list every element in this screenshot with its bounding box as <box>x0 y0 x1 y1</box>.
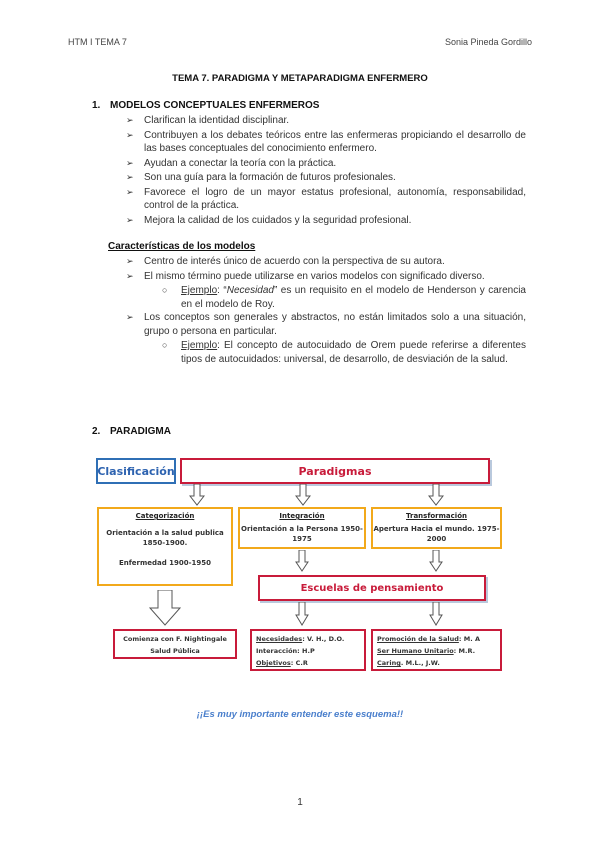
down-arrow-icon <box>295 550 309 572</box>
list-item: ➢ Ayudan a conectar la teoría con la práctica. <box>126 157 337 169</box>
integracion-box <box>238 507 366 549</box>
down-arrow-icon <box>189 484 205 506</box>
caring-line: Caring. M.L., J.W. <box>377 659 440 667</box>
nightingale-line-2: Salud Pública <box>150 647 200 655</box>
section-2-title: PARADIGMA <box>110 426 171 437</box>
down-arrow-icon <box>429 602 443 626</box>
down-arrow-icon <box>429 550 443 572</box>
categorizacion-line-1: Orientación a la salud publica 1850-1900. <box>106 529 224 547</box>
list-item: ➢ Centro de interés único de acuerdo con la perspectiva de su autora. <box>126 256 445 267</box>
promocion-line: Promoción de la Salud: M. A <box>377 635 480 643</box>
integracion-schools-box <box>250 629 366 671</box>
list-item: ➢ Los conceptos son generales y abstractos, no están limitados solo a una situación, grupo o persona en particular. <box>126 312 526 337</box>
section-1-number: 1. <box>92 100 101 111</box>
interaccion-line: Interacción: H.P <box>256 647 315 655</box>
arrow-bullet-icon: ➢ <box>126 115 134 125</box>
down-arrow-icon <box>295 484 311 506</box>
necesidades-line: Necesidades: V. H., D.O. <box>256 635 345 643</box>
arrow-bullet-icon: ➢ <box>126 270 134 281</box>
circle-bullet-icon: ○ <box>162 340 168 350</box>
header-right: Sonia Pineda Gordillo <box>444 37 532 47</box>
down-arrow-icon <box>149 590 181 626</box>
clasificacion-box: Clasificación <box>96 458 176 484</box>
integracion-title: Integración <box>279 512 325 520</box>
list-item: ➢ Clarifican la identidad disciplinar. <box>126 115 290 126</box>
ser-humano-line: Ser Humano Unitario: M.R. <box>377 647 476 655</box>
section-1-list <box>126 114 526 228</box>
circle-bullet-icon: ○ <box>162 285 168 295</box>
nightingale-box <box>113 629 237 659</box>
transformacion-title: Transformación <box>406 512 467 520</box>
list-item: ➢ El mismo término puede utilizarse en varios modelos con significado diverso. <box>126 270 485 282</box>
arrow-bullet-icon: ➢ <box>126 256 134 266</box>
page-number: 1 <box>297 797 303 808</box>
transformacion-line-1: Apertura Hacia el mundo. 1975-2000 <box>373 525 500 543</box>
categorizacion-box <box>97 507 233 586</box>
categorizacion-title: Categorización <box>135 512 195 520</box>
arrow-bullet-icon: ➢ <box>126 186 134 197</box>
objetivos-line: Objetivos: C.R <box>256 659 308 667</box>
section-2-number: 2. <box>92 426 101 437</box>
arrow-bullet-icon: ➢ <box>126 157 134 168</box>
list-item: ➢ Favorece el logro de un mayor estatus profesional, autonomía, responsabilidad, control de la práctica. <box>126 186 526 211</box>
nightingale-line-1: Comienza con F. Nightingale <box>123 635 227 643</box>
page-title: TEMA 7. PARADIGMA Y METAPARADIGMA ENFERMERO <box>172 73 428 84</box>
example-item: ○ Ejemplo: El concepto de autocuidado de Orem puede referirse a diferentes tipos de autocuidados: universal, de desarrollo, de desviación de la salud. <box>162 340 526 365</box>
section-1-heading <box>92 100 319 111</box>
categorizacion-line-2: Enfermedad 1900-1950 <box>118 559 212 567</box>
down-arrow-icon <box>428 484 444 506</box>
example-item: ○ Ejemplo: “Necesidad” es un requisito en el modelo de Henderson y carencia en el modelo de Roy. <box>162 285 526 310</box>
list-item: ➢ Contribuyen a los debates teóricos entre las enfermeras propiciando el desarrollo de las bases conceptuales del conocimiento enfermero. <box>126 129 526 154</box>
list-item: ➢ Son una guía para la formación de futuros profesionales. <box>126 172 396 183</box>
arrow-bullet-icon: ➢ <box>126 172 134 182</box>
escuelas-box: Escuelas de pensamiento <box>258 575 486 601</box>
characteristics-heading: Características de los modelos <box>108 241 256 252</box>
section-2-heading <box>92 426 171 437</box>
list-item: ➢ Mejora la calidad de los cuidados y la seguridad profesional. <box>126 214 412 226</box>
paradigmas-box: Paradigmas <box>180 458 490 484</box>
important-note: ¡¡Es muy importante entender este esquema!! <box>196 709 404 720</box>
integracion-line-1: Orientación a la Persona 1950-1975 <box>241 525 363 543</box>
down-arrow-icon <box>295 602 309 626</box>
arrow-bullet-icon: ➢ <box>126 312 134 322</box>
header-left: HTM I TEMA 7 <box>68 37 127 47</box>
transformacion-box <box>371 507 502 549</box>
arrow-bullet-icon: ➢ <box>126 129 134 140</box>
characteristics-list <box>126 255 526 366</box>
arrow-bullet-icon: ➢ <box>126 214 134 225</box>
section-1-title: MODELOS CONCEPTUALES ENFERMEROS <box>110 100 320 111</box>
transformacion-schools-box <box>371 629 502 671</box>
